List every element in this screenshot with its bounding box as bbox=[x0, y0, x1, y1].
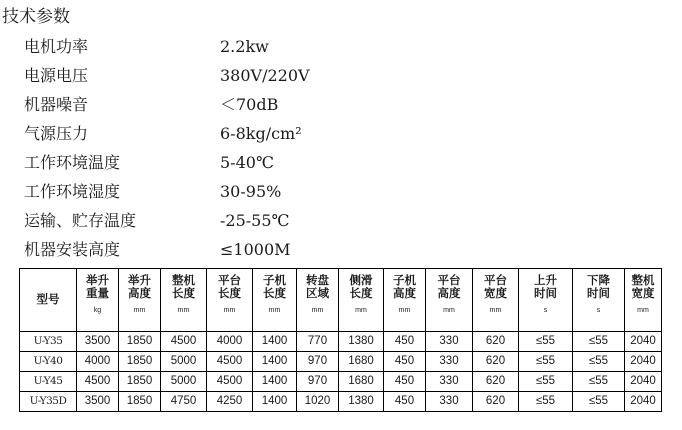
table-cell: 5000 bbox=[161, 372, 207, 392]
table-cell: 330 bbox=[426, 352, 473, 372]
table-cell: 970 bbox=[297, 352, 339, 372]
table-cell: 1850 bbox=[119, 352, 161, 372]
table-cell: 1020 bbox=[297, 392, 339, 412]
table-cell: 2040 bbox=[625, 352, 662, 372]
table-cell: 3500 bbox=[77, 392, 119, 412]
spec-label: 气源压力 bbox=[24, 124, 89, 143]
table-cell: 4000 bbox=[207, 332, 253, 352]
header-unit: mm bbox=[268, 307, 281, 314]
header-line: 区域 bbox=[306, 288, 329, 300]
header-line: 子机 bbox=[263, 275, 286, 287]
table-cell: 620 bbox=[473, 332, 519, 352]
header-line: 平台 bbox=[218, 275, 241, 287]
table-cell: ≤55 bbox=[519, 332, 573, 352]
header-line: 平台 bbox=[437, 275, 461, 287]
header-unit: mm bbox=[355, 307, 367, 314]
header-unit: mm bbox=[489, 307, 502, 314]
header-cell bbox=[207, 269, 253, 332]
table-cell: 1400 bbox=[253, 352, 297, 372]
header-unit: mm bbox=[637, 307, 649, 314]
header-line: 长度 bbox=[172, 288, 195, 300]
header-unit: mm bbox=[311, 307, 324, 314]
table-cell: 450 bbox=[384, 352, 426, 372]
spec-value: 2.2kw bbox=[220, 37, 269, 56]
header-cell bbox=[426, 269, 473, 332]
header-cell bbox=[339, 269, 384, 332]
header-cell bbox=[573, 269, 625, 332]
spec-value: 6-8kg/cm² bbox=[220, 124, 302, 143]
header-line: 转盘 bbox=[306, 275, 329, 287]
header-line: 时间 bbox=[587, 288, 610, 300]
header-cell bbox=[473, 269, 519, 332]
spec-value: 30-95% bbox=[220, 182, 282, 201]
header-cell bbox=[253, 269, 297, 332]
table-row bbox=[20, 332, 662, 352]
header-unit: mm bbox=[177, 307, 190, 314]
header-line: 长度 bbox=[263, 288, 286, 300]
table-cell: 5000 bbox=[161, 352, 207, 372]
parameter-table bbox=[19, 268, 662, 412]
cell-model: U-Y35D bbox=[20, 392, 77, 412]
spec-value: -25-55℃ bbox=[220, 211, 290, 230]
spec-value: ＜70dB bbox=[220, 95, 279, 114]
header-line: 型号 bbox=[36, 293, 60, 306]
table-cell: 1850 bbox=[119, 332, 161, 352]
spec-label: 机器噪音 bbox=[24, 95, 89, 114]
header-unit: kg bbox=[93, 307, 102, 314]
header-unit: mm bbox=[443, 307, 455, 314]
table-cell: 4250 bbox=[207, 392, 253, 412]
header-line: 时间 bbox=[534, 288, 557, 300]
spec-value: ≤1000M bbox=[220, 240, 291, 259]
spec-value: 5-40℃ bbox=[220, 153, 274, 172]
table-cell: 4500 bbox=[161, 332, 207, 352]
table-cell: 1380 bbox=[339, 392, 384, 412]
header-line: 举升 bbox=[86, 275, 109, 287]
table-cell: 1380 bbox=[339, 332, 384, 352]
table-cell: 620 bbox=[473, 392, 519, 412]
header-line: 重量 bbox=[86, 288, 109, 300]
header-unit: mm bbox=[133, 307, 146, 314]
header-line: 高度 bbox=[393, 288, 416, 300]
spec-value: 380V/220V bbox=[220, 66, 310, 85]
table-row bbox=[20, 372, 662, 392]
table-row bbox=[20, 392, 662, 412]
header-unit: s bbox=[596, 307, 601, 314]
header-line: 高度 bbox=[128, 288, 151, 300]
table-cell: ≤55 bbox=[573, 392, 625, 412]
table-cell: 450 bbox=[384, 392, 426, 412]
spec-label: 电源电压 bbox=[24, 66, 89, 85]
table-cell: 1680 bbox=[339, 372, 384, 392]
spec-label: 机器安装高度 bbox=[24, 240, 121, 259]
header-cell bbox=[384, 269, 426, 332]
header-unit: mm bbox=[398, 307, 411, 314]
table-row bbox=[20, 352, 662, 372]
table-cell: 4500 bbox=[207, 372, 253, 392]
header-cell bbox=[625, 269, 662, 332]
table-cell: ≤55 bbox=[519, 352, 573, 372]
table-header-row bbox=[20, 269, 662, 332]
spec-label: 工作环境湿度 bbox=[24, 182, 121, 201]
table-cell: 1400 bbox=[253, 332, 297, 352]
cell-model: U-Y40 bbox=[20, 352, 77, 372]
table-cell: 1850 bbox=[119, 392, 161, 412]
table-cell: 4500 bbox=[77, 372, 119, 392]
table-cell: 4500 bbox=[207, 352, 253, 372]
table-cell: ≤55 bbox=[573, 332, 625, 352]
cell-model: U-Y45 bbox=[20, 372, 77, 392]
header-line: 整机 bbox=[631, 275, 655, 287]
table-cell: 450 bbox=[384, 332, 426, 352]
spec-label: 工作环境温度 bbox=[24, 153, 121, 172]
spec-label: 电机功率 bbox=[24, 37, 89, 56]
table-cell: 330 bbox=[426, 392, 473, 412]
header-line: 子机 bbox=[393, 275, 416, 287]
header-cell bbox=[297, 269, 339, 332]
header-line: 宽度 bbox=[484, 288, 507, 300]
table-cell: 450 bbox=[384, 372, 426, 392]
header-line: 长度 bbox=[349, 288, 373, 300]
header-cell bbox=[119, 269, 161, 332]
table-cell: 2040 bbox=[625, 372, 662, 392]
table-cell: 330 bbox=[426, 372, 473, 392]
table-cell: 620 bbox=[473, 352, 519, 372]
header-model bbox=[20, 269, 77, 332]
table-cell: 970 bbox=[297, 372, 339, 392]
table-cell: 770 bbox=[297, 332, 339, 352]
table-cell: ≤55 bbox=[573, 372, 625, 392]
header-line: 整机 bbox=[172, 275, 195, 287]
header-unit: s bbox=[543, 307, 548, 314]
header-line: 下降 bbox=[587, 275, 610, 287]
header-line: 侧滑 bbox=[349, 275, 373, 287]
table-cell: ≤55 bbox=[519, 392, 573, 412]
header-line: 高度 bbox=[437, 288, 461, 300]
table-cell: 4000 bbox=[77, 352, 119, 372]
header-cell bbox=[77, 269, 119, 332]
table-cell: ≤55 bbox=[573, 352, 625, 372]
table-cell: 2040 bbox=[625, 332, 662, 352]
table-cell: ≤55 bbox=[519, 372, 573, 392]
section-title: 技术参数 bbox=[2, 7, 70, 27]
header-cell bbox=[519, 269, 573, 332]
table-cell: 1400 bbox=[253, 392, 297, 412]
table-cell: 4750 bbox=[161, 392, 207, 412]
header-line: 举升 bbox=[128, 275, 151, 287]
header-line: 长度 bbox=[218, 288, 241, 300]
table-cell: 1680 bbox=[339, 352, 384, 372]
table-cell: 1400 bbox=[253, 372, 297, 392]
table-cell: 2040 bbox=[625, 392, 662, 412]
header-unit: mm bbox=[223, 307, 236, 314]
header-line: 宽度 bbox=[631, 288, 655, 300]
header-line: 上升 bbox=[534, 275, 557, 287]
header-line: 平台 bbox=[484, 275, 507, 287]
table-cell: 330 bbox=[426, 332, 473, 352]
header-cell bbox=[161, 269, 207, 332]
table-cell: 3500 bbox=[77, 332, 119, 352]
cell-model: U-Y35 bbox=[20, 332, 77, 352]
table-cell: 1850 bbox=[119, 372, 161, 392]
spec-label: 运输、贮存温度 bbox=[24, 211, 137, 230]
table-cell: 620 bbox=[473, 372, 519, 392]
